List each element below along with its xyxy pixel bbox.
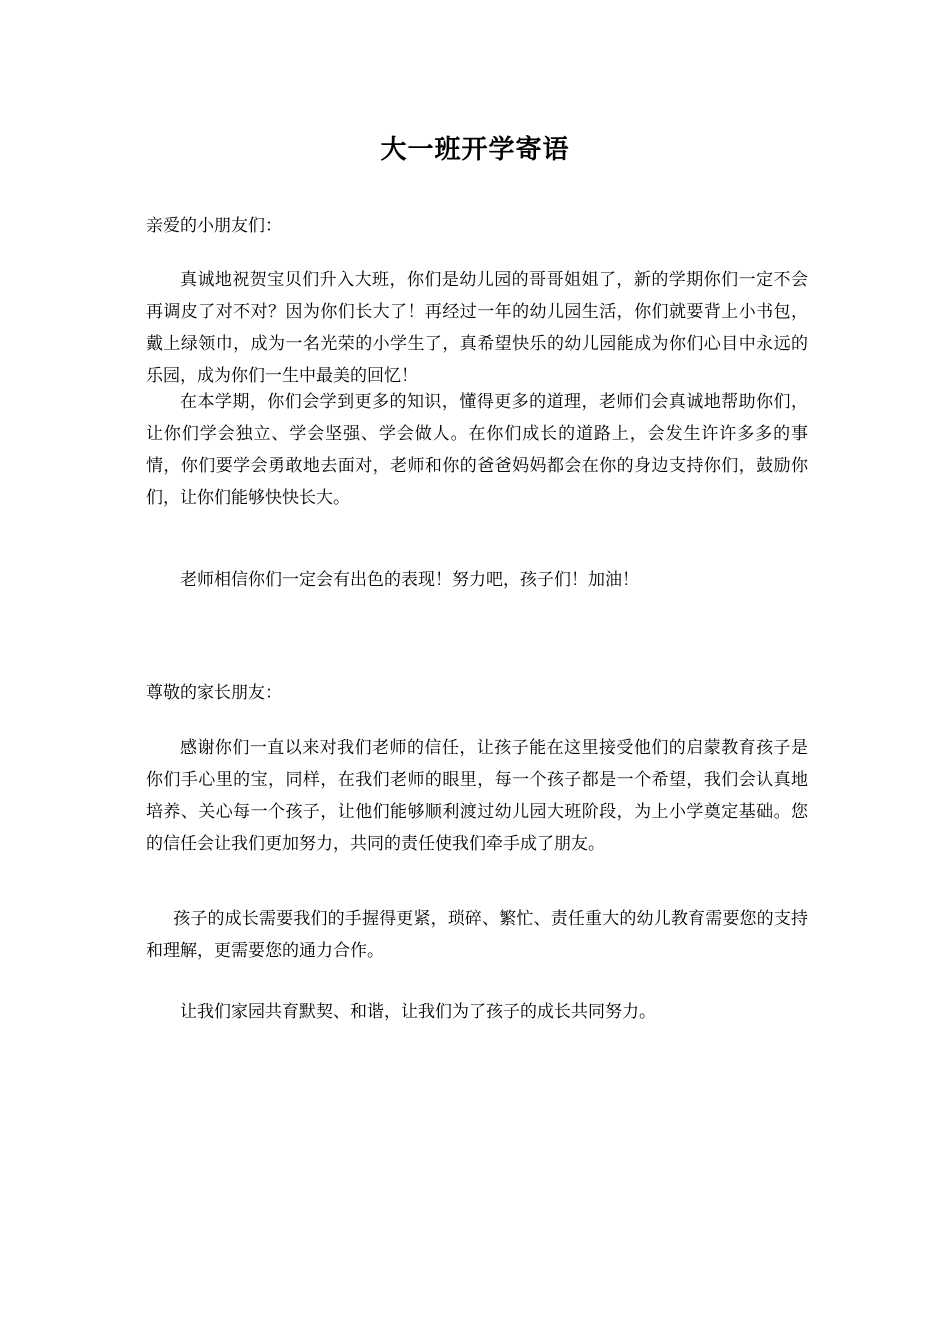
children-paragraph-1: 真诚地祝贺宝贝们升入大班，你们是幼儿园的哥哥姐姐了，新的学期你们一定不会再调皮了对不对？因为你们长大了！再经过一年的幼儿园生活，你们就要背上小书包，戴上绿领巾，成为一名光荣的小学生了，真希望快乐的幼儿园能成为你们心目中永远的乐园，成为你们一生中最美的回忆！ bbox=[146, 270, 808, 386]
children-paragraph-3: 老师相信你们一定会有出色的表现！努力吧，孩子们！加油！ bbox=[180, 570, 639, 590]
parents-paragraph-1: 感谢你们一直以来对我们老师的信任，让孩子能在这里接受他们的启蒙教育孩子是你们手心里的宝，同样，在我们老师的眼里，每一个孩子都是一个希望，我们会认真地培养、关心每一个孩子，让他们能够顺利渡过幼儿园大班阶段，为上小学奠定基础。您的信任会让我们更加努力，共同的责任使我们牵手成了朋友。 bbox=[146, 738, 808, 854]
document-title: 大一班开学寄语 bbox=[380, 135, 570, 165]
parents-salutation: 尊敬的家长朋友： bbox=[146, 683, 282, 703]
parents-paragraph-2: 孩子的成长需要我们的手握得更紧，琐碎、繁忙、责任重大的幼儿教育需要您的支持和理解，更需要您的通力合作。 bbox=[146, 909, 808, 961]
parents-paragraph-3: 让我们家园共育默契、和谐，让我们为了孩子的成长共同努力。 bbox=[180, 1002, 656, 1022]
children-salutation: 亲爱的小朋友们： bbox=[146, 216, 282, 236]
children-paragraph-2: 在本学期，你们会学到更多的知识，懂得更多的道理，老师们会真诚地帮助你们，让你们学会独立、学会坚强、学会做人。在你们成长的道路上，会发生许许多多的事情，你们要学会勇敢地去面对，老师和你的爸爸妈妈都会在你的身边支持你们，鼓励你们，让你们能够快快长大。 bbox=[146, 392, 808, 508]
